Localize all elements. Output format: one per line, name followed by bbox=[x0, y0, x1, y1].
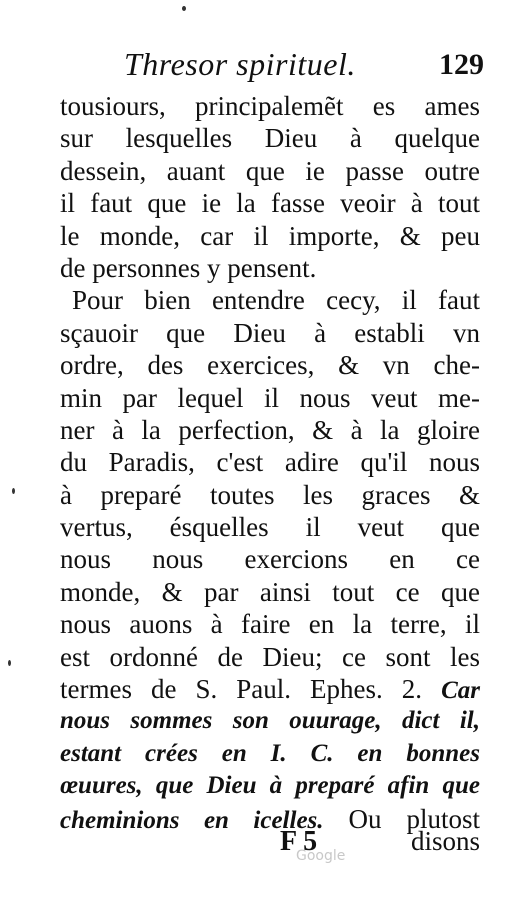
text-line: ordre, des exercices, & vn che- bbox=[60, 350, 480, 381]
text-line: nous auons à faire en la terre, il bbox=[60, 609, 480, 640]
italic-text: cheminions en icelles. bbox=[60, 806, 324, 834]
catchword: disons bbox=[410, 826, 480, 856]
text-line-mixed bbox=[60, 673, 480, 705]
text-line: ner à la perfection, & à la gloire bbox=[60, 414, 480, 445]
text-line: de personnes y pensent. bbox=[60, 252, 317, 283]
text-line: vertus, ésquelles il veut que bbox=[60, 512, 480, 543]
text-line: sur lesquelles Dieu à quelque bbox=[60, 123, 480, 154]
page-header bbox=[110, 44, 490, 90]
text-line: nous nous exercions en ce bbox=[60, 544, 480, 575]
text-line: le monde, car il importe, & peu bbox=[60, 220, 480, 251]
body-text bbox=[60, 90, 480, 835]
text-line: dessein, auant que ie passe outre bbox=[60, 155, 480, 186]
italic-text: Car bbox=[441, 677, 480, 705]
text-line: du Paradis, c'est adire qu'il nous bbox=[60, 447, 480, 478]
signature-mark: F 5 bbox=[280, 826, 318, 857]
text-line: Pour bien entendre cecy, il faut bbox=[72, 285, 480, 316]
text-line: sçauoir que Dieu à establi vn bbox=[60, 317, 480, 348]
running-title: Thresor spirituel. bbox=[124, 46, 356, 82]
ink-speck bbox=[12, 488, 15, 494]
italic-line: œuures, que Dieu à preparé afin que bbox=[60, 772, 480, 800]
text-line: monde, & par ainsi tout ce que bbox=[60, 576, 480, 607]
text-line: à preparé toutes les graces & bbox=[60, 479, 480, 510]
italic-line: estant crées en I. C. en bonnes bbox=[60, 739, 480, 767]
page-footer bbox=[60, 822, 480, 862]
roman-text: termes de S. Paul. Ephes. 2. bbox=[60, 674, 423, 705]
ink-speck bbox=[8, 660, 11, 666]
text-line: tousiours, principalemẽt es ames bbox=[60, 91, 480, 121]
ink-speck bbox=[182, 6, 186, 11]
text-line: min par lequel il nous veut me- bbox=[60, 382, 480, 413]
text-line: il faut que ie la fasse veoir à tout bbox=[60, 188, 480, 219]
text-line: est ordonné de Dieu; ce sont les bbox=[60, 641, 480, 672]
digitization-watermark: Google bbox=[296, 848, 346, 864]
italic-line: nous sommes son ouurage, dict il, bbox=[60, 707, 480, 735]
page-number: 129 bbox=[439, 48, 484, 81]
roman-text: Ou plutost bbox=[348, 803, 481, 834]
